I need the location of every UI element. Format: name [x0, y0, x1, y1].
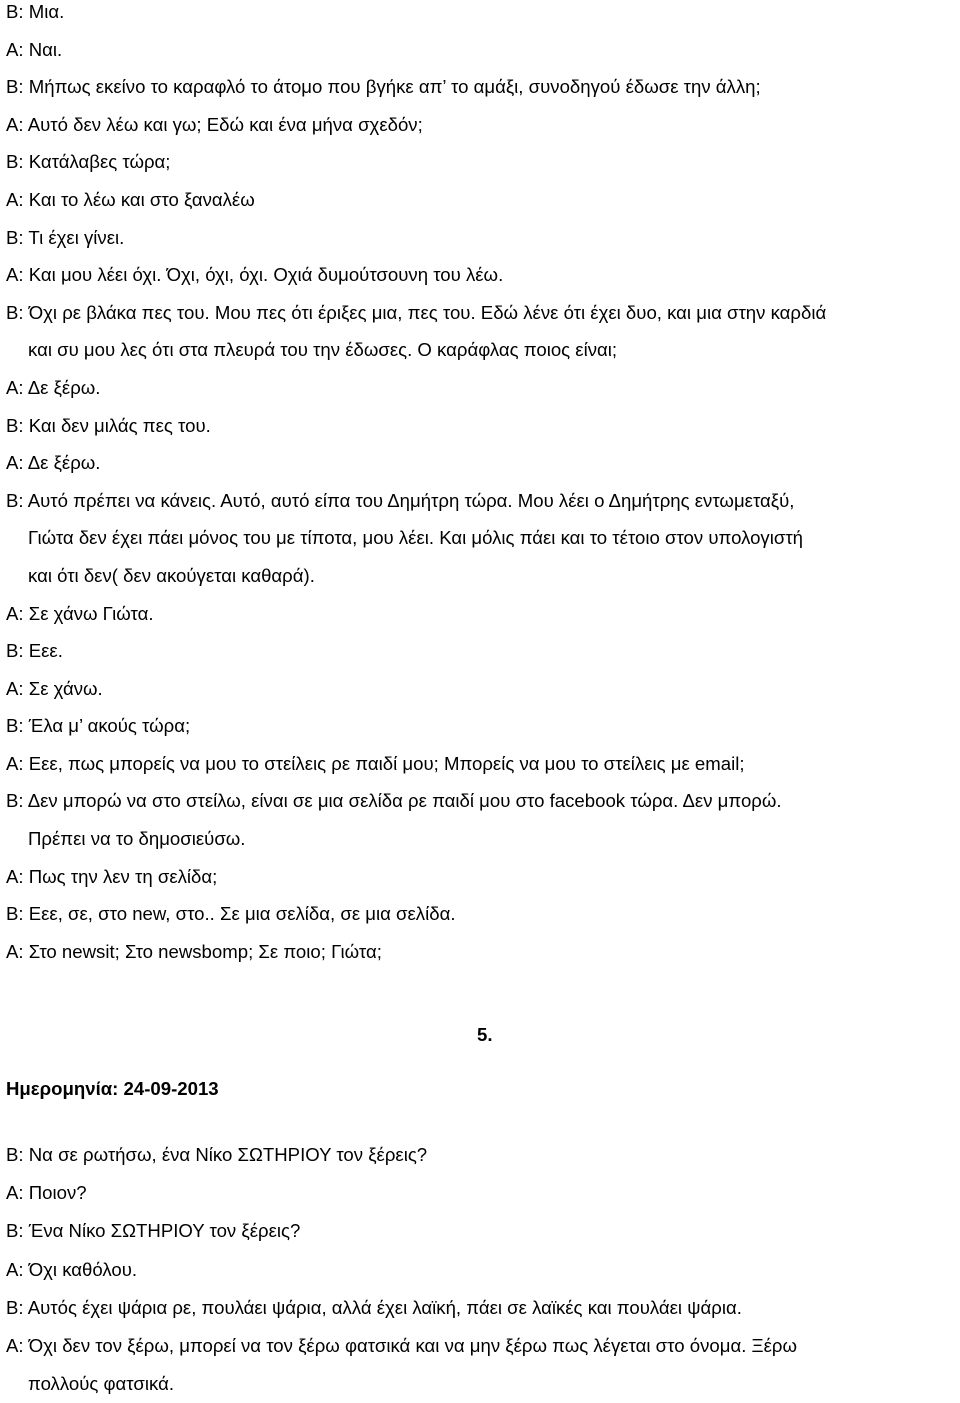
- dialogue-line-continuation: Πρέπει να το δημοσιεύσω.: [28, 828, 246, 850]
- dialogue-line: Β: Δεν μπορώ να στο στείλω, είναι σε μια σελίδα ρε παιδί μου στο facebook τώρα. Δεν μπορώ.: [6, 790, 782, 812]
- dialogue-line: Α: Σε χάνω Γιώτα.: [6, 602, 154, 624]
- dialogue-line: Α: Εεε, πως μπορείς να μου το στείλεις ρε παιδί μου; Μπορείς να μου το στείλεις με email;: [6, 752, 745, 774]
- page-number: 5.: [477, 1024, 493, 1045]
- dialogue-line: Α: Ναι.: [6, 38, 63, 60]
- dialogue-line: Α: Και μου λέει όχι. Όχι, όχι, όχι. Οχιά δυμούτσουνη του λέω.: [6, 264, 504, 286]
- dialogue-line: Α: Και το λέω και στο ξαναλέω: [6, 188, 255, 210]
- dialogue-line: Β: Όχι ρε βλάκα πες του. Μου πες ότι έριξες μια, πες του. Εδώ λένε ότι έχει δυο, και μια στην καρδιά: [6, 301, 827, 323]
- dialogue-line: Β: Αυτό πρέπει να κάνεις. Αυτό, αυτό είπα του Δημήτρη τώρα. Μου λέει ο Δημήτρης εντωμεταξύ,: [6, 489, 795, 511]
- dialogue-line-continuation: Γιώτα δεν έχει πάει μόνος του με τίποτα, μου λέει. Και μόλις πάει και το τέτοιο στον υπολογιστή: [28, 527, 804, 549]
- dialogue-line: Β: Μια.: [6, 1, 65, 22]
- dialogue-line: Α: Αυτό δεν λέω και γω; Εδώ και ένα μήνα σχεδόν;: [6, 113, 423, 135]
- dialogue-line-continuation: πολλούς φατσικά.: [28, 1373, 174, 1395]
- dialogue-line: Β: Και δεν μιλάς πες του.: [6, 414, 211, 436]
- dialogue-line: Β: Κατάλαβες τώρα;: [6, 151, 171, 173]
- dialogue-line: Α: Δε ξέρω.: [6, 452, 101, 474]
- dialogue-line: Β: Εεε.: [6, 640, 63, 662]
- dialogue-line: Α: Όχι δεν τον ξέρω, μπορεί να τον ξέρω φατσικά και να μην ξέρω πως λέγεται στο όνομα. Ξέρω: [6, 1334, 797, 1356]
- dialogue-line: Α: Πως την λεν τη σελίδα;: [6, 865, 218, 887]
- dialogue-line: Β: Τι έχει γίνει.: [6, 226, 125, 248]
- dialogue-line-continuation: και συ μου λες ότι στα πλευρά του την έδωσες. Ο καράφλας ποιος είναι;: [28, 339, 618, 361]
- dialogue-line: Β: Έλα μ’ ακούς τώρα;: [6, 715, 191, 737]
- date-heading: Ημερομηνία: 24-09-2013: [6, 1078, 219, 1099]
- dialogue-line: Α: Σε χάνω.: [6, 677, 103, 699]
- dialogue-block-2: [6, 1136, 956, 1403]
- dialogue-line: Β: Ένα Νίκο ΣΩΤΗΡΙΟΥ τον ξέρεις?: [6, 1220, 301, 1242]
- dialogue-line: Α: Όχι καθόλου.: [6, 1258, 138, 1280]
- dialogue-line-continuation: και ότι δεν( δεν ακούγεται καθαρά).: [28, 564, 315, 586]
- dialogue-block-1: [6, 0, 956, 970]
- dialogue-line: Α: Δε ξέρω.: [6, 376, 101, 398]
- dialogue-line: Α: Ποιον?: [6, 1182, 87, 1204]
- dialogue-line: Β: Αυτός έχει ψάρια ρε, πουλάει ψάρια, αλλά έχει λαϊκή, πάει σε λαϊκές και πουλάει ψάρια.: [6, 1296, 742, 1318]
- dialogue-line: Α: Στο newsit; Στο newsbomp; Σε ποιο; Γιώτα;: [6, 940, 382, 962]
- dialogue-line: Β: Εεε, σε, στο new, στο.. Σε μια σελίδα, σε μια σελίδα.: [6, 903, 456, 925]
- dialogue-line: Β: Μήπως εκείνο το καραφλό το άτομο που βγήκε απ’ το αμάξι, συνοδηγού έδωσε την άλλη;: [6, 76, 761, 98]
- dialogue-line: Β: Να σε ρωτήσω, ένα Νίκο ΣΩΤΗΡΙΟΥ τον ξέρεις?: [6, 1144, 428, 1165]
